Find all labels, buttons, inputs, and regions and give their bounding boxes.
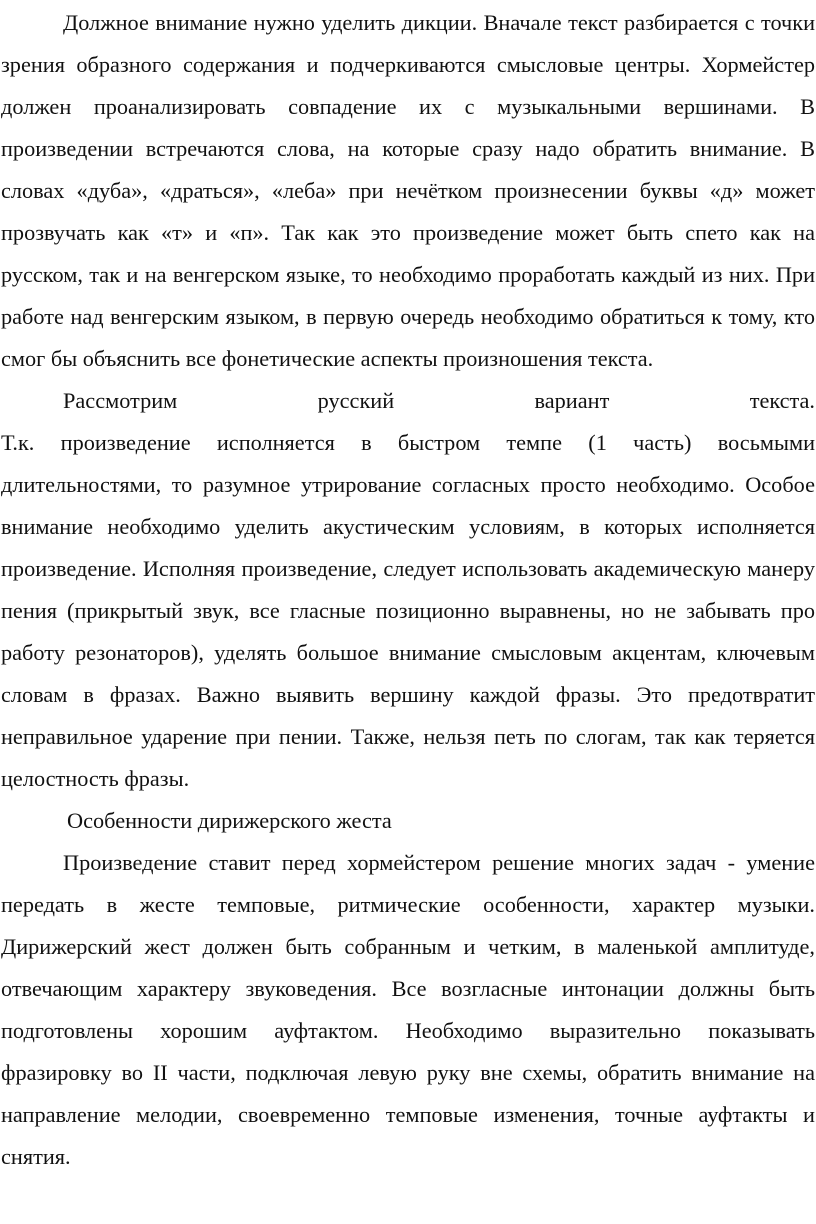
paragraph-russian-variant: Т.к. произведение исполняется в быстром темпе (1 часть) восьмыми длительностями, то разумное утрирование согласных просто необходимо. Особое внимание необходимо уделить акустическим условиям, в которых исполняется произведение. Исполняя произведение, следует использовать академическую манеру пения (прикрытый звук, все гласные позиционно выравнены, но не забывать про работу резонаторов), уделять большое внимание смысловым акцентам, ключевым словам в фразах. Важно выявить вершину каждой фразы. Это предотвратит неправильное ударение при пении. Также, нельзя петь по слогам, так как теряется целостность фразы. — [1, 430, 815, 791]
paragraph-conducting-gesture: Произведение ставит перед хормейстером решение многих задач - умение передать в жесте темповые, ритмические особенности, характер музыки. Дирижерский жест должен быть собранным и четким, в маленькой амплитуде, отвечающим характеру звуковедения. Все возгласные интонации должны быть подготовлены хорошим ауфтактом. Необходимо выразительно показывать фразировку во II части, подключая левую руку вне схемы, обратить внимание на направление мелодии, своевременно темповые изменения, точные ауфтакты и снятия. — [1, 850, 815, 1169]
paragraph-russian-variant-intro — [1, 380, 815, 422]
section-heading: Особенности дирижерского жеста — [67, 808, 392, 833]
paragraph-diction: Должное внимание нужно уделить дикции. Вначале текст разбирается с точки зрения образного содержания и подчеркиваются смысловые центры. Хормейстер должен проанализировать совпадение их с музыкальными вершинами. В произведении встречаются слова, на которые сразу надо обратить внимание. В словах «дуба», «драться», «леба» при нечётком произнесении буквы «д» может прозвучать как «т» и «п». Так как это произведение может быть спето как на русском, так и на венгерском языке, то необходимо проработать каждый из них. При работе над венгерским языком, в первую очередь необходимо обратиться к тому, кто смог бы объяснить все фонетические аспекты произношения текста. — [1, 10, 815, 371]
paragraph-russian-variant-first-line: Рассмотрим русский вариант текста. — [63, 388, 815, 413]
